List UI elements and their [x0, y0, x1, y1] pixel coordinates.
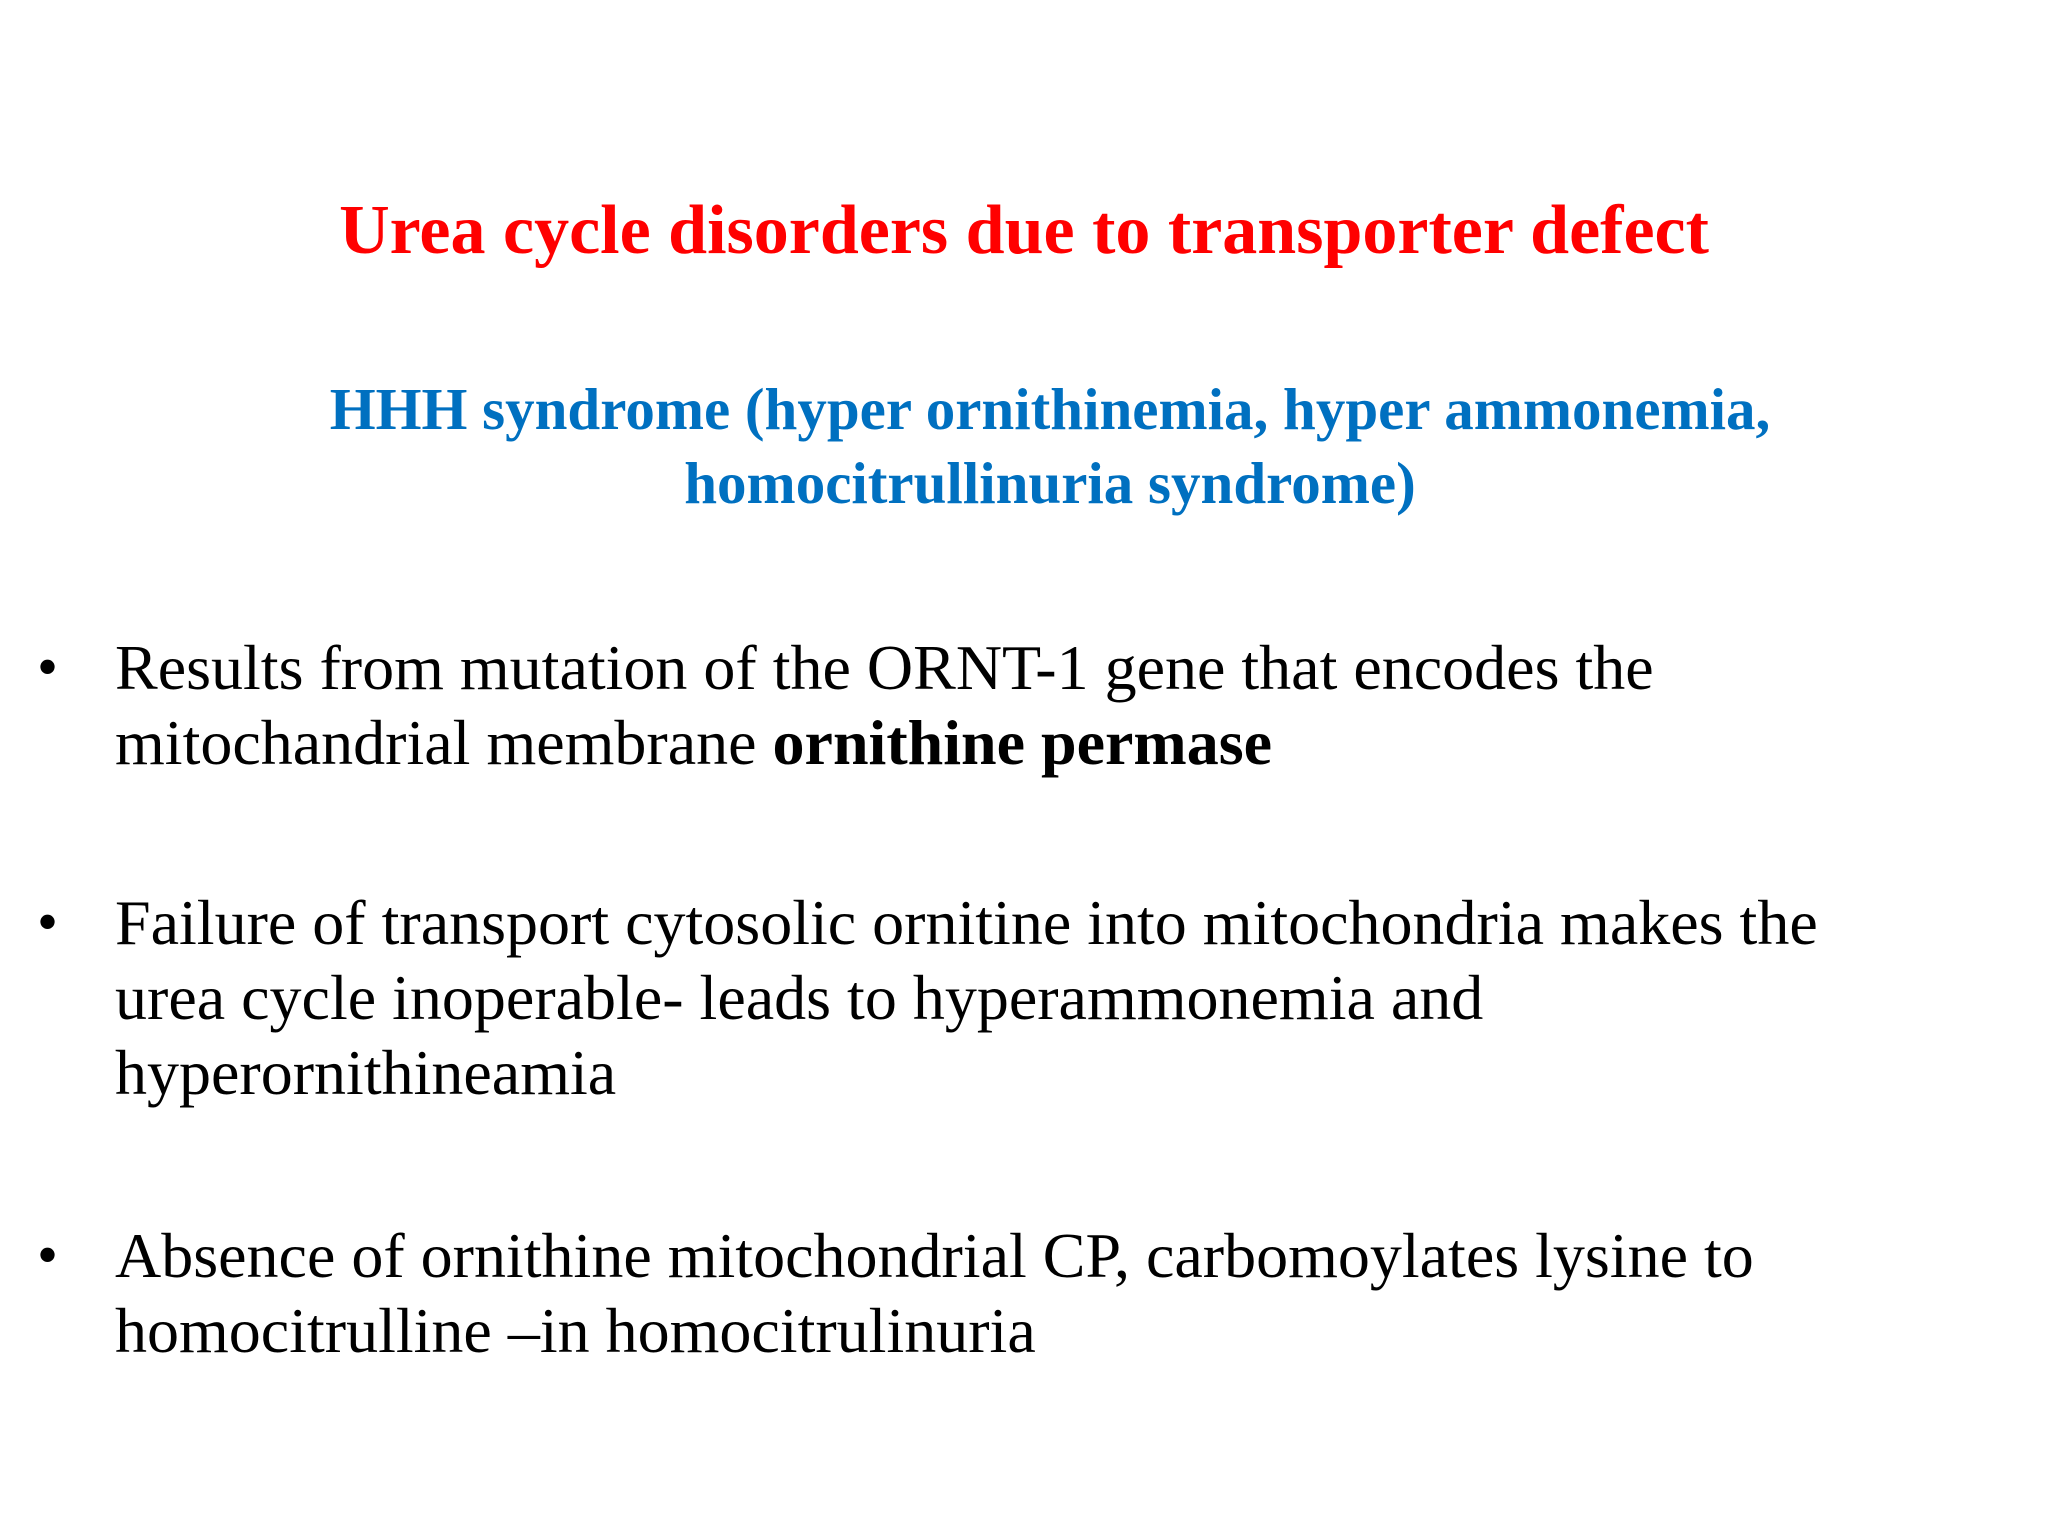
slide-title: Urea cycle disorders due to transporter defect [339, 192, 1709, 269]
bullet-2-line-3: hyperornithineamia [115, 1037, 617, 1108]
bullet-item-3 [37, 1218, 2015, 1368]
bullet-2-line-2: urea cycle inoperable- leads to hyperammonemia and [115, 962, 1484, 1033]
bullet-2-line-1: Failure of transport cytosolic ornitine into mitochondria makes the [115, 887, 1818, 958]
bullet-item-1 [37, 630, 2015, 780]
bullet-1-line-2 [115, 705, 2015, 780]
bullet-3-line-2: homocitrulline –in homocitrulinuria [115, 1295, 1036, 1366]
bullet-marker: • [37, 1222, 59, 1288]
bullet-item-2 [37, 885, 2015, 1110]
bullet-3-line-1: Absence of ornithine mitochondrial CP, carbomoylates lysine to [115, 1220, 1754, 1291]
bullet-marker: • [37, 889, 59, 955]
bullet-1-bold-term: ornithine permase [772, 707, 1273, 778]
bullet-1-line-2-plain: mitochandrial membrane [115, 707, 773, 778]
bullet-marker: • [37, 634, 59, 700]
bullet-1-line-1: Results from mutation of the ORNT-1 gene that encodes the [115, 632, 1654, 703]
subtitle-line-1: HHH syndrome (hyper ornithinemia, hyper ammonemia, [329, 376, 1771, 442]
subtitle-line-2: homocitrullinuria syndrome) [684, 450, 1416, 516]
